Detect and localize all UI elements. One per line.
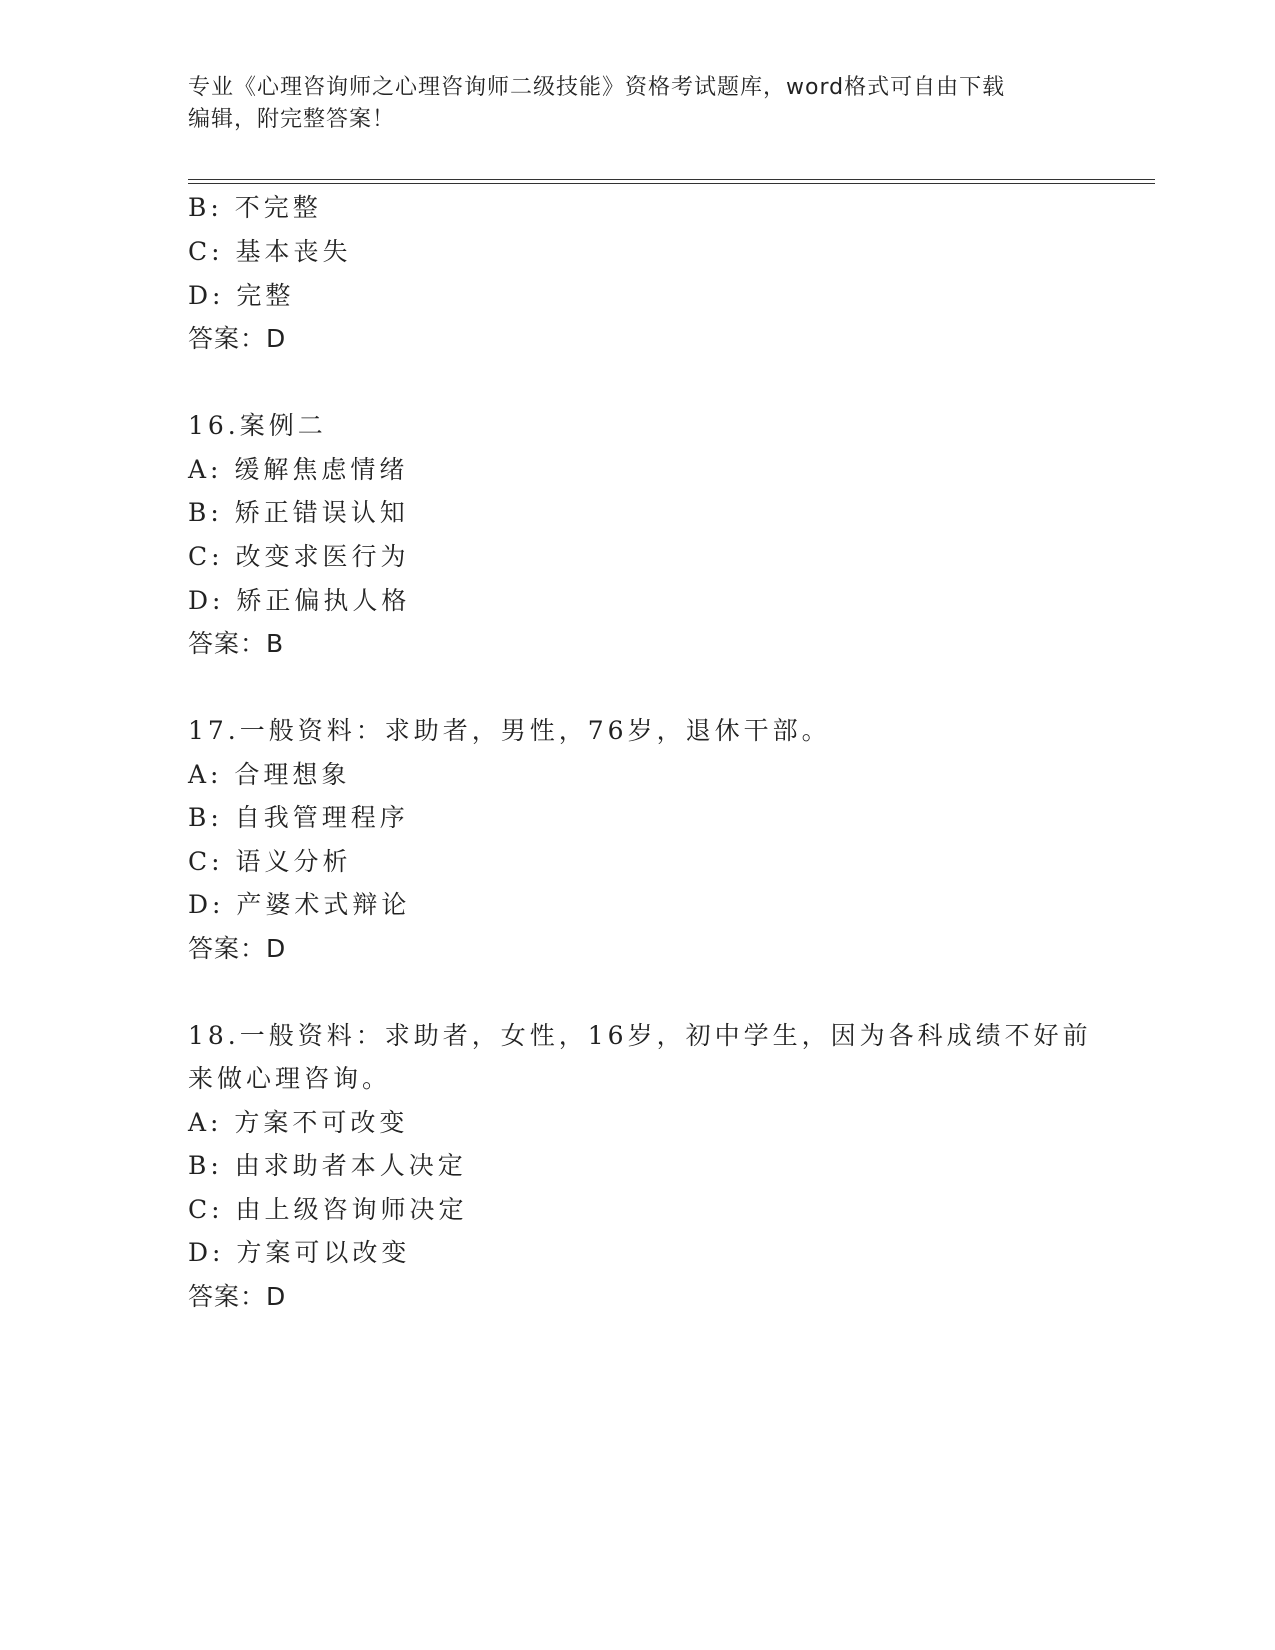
q15-option-d: D: 完整: [188, 281, 295, 310]
q16-option-c: C: 改变求医行为: [188, 542, 410, 571]
header-line-1: 专业《心理咨询师之心理咨询师二级技能》资格考试题库，word格式可自由下载: [188, 75, 1006, 100]
document-header: [188, 72, 1088, 136]
q16-option-a: A: 缓解焦虑情绪: [188, 455, 409, 484]
q17-option-c: C: 语义分析: [188, 847, 352, 876]
header-divider-top: [188, 179, 1155, 180]
q15-option-b: B: 不完整: [188, 193, 322, 222]
q17-answer: 答案：D: [188, 934, 287, 963]
q18-title-line-1: 18.一般资料：求助者，女性，16岁，初中学生，因为各科成绩不好前: [188, 1021, 1092, 1050]
q18-answer: 答案：D: [188, 1282, 287, 1311]
q17-title: 17.一般资料：求助者，男性，76岁，退休干部。: [188, 716, 831, 745]
q17-option-d: D: 产婆术式辩论: [188, 890, 411, 919]
q16-option-d: D: 矫正偏执人格: [188, 586, 411, 615]
q16-title: 16.案例二: [188, 411, 327, 440]
header-divider-bottom: [188, 183, 1155, 184]
q18-option-a: A: 方案不可改变: [188, 1108, 409, 1137]
q18-title-line-2: 来做心理咨询。: [188, 1064, 392, 1093]
q18-option-c: C: 由上级咨询师决定: [188, 1195, 468, 1224]
q18-option-b: B: 由求助者本人决定: [188, 1151, 467, 1180]
q17-option-a: A: 合理想象: [188, 760, 351, 789]
q18-option-d: D: 方案可以改变: [188, 1238, 411, 1267]
q15-option-c: C: 基本丧失: [188, 237, 352, 266]
q17-option-b: B: 自我管理程序: [188, 803, 409, 832]
q15-answer: 答案：D: [188, 324, 287, 353]
q16-answer: 答案：B: [188, 629, 285, 658]
header-line-2: 编辑，附完整答案！: [188, 107, 396, 132]
q16-option-b: B: 矫正错误认知: [188, 498, 409, 527]
